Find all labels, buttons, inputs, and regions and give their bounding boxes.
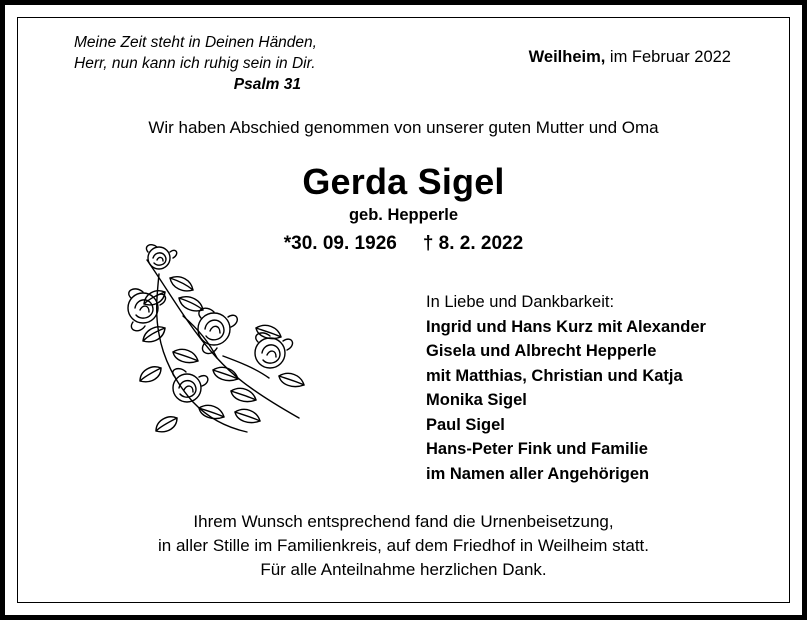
card-inner-border	[17, 17, 790, 603]
date-label: im Februar 2022	[605, 48, 731, 66]
verse-line-2: Herr, nun kann ich ruhig sein in Dir.	[74, 55, 316, 72]
place-and-date	[529, 48, 731, 67]
family-member: Gisela und Albrecht Hepperle	[426, 342, 657, 360]
family-member: mit Matthias, Christian und Katja	[426, 366, 683, 385]
top-row	[18, 32, 789, 102]
intro-line: Wir haben Abschied genommen von unserer guten Mutter und Oma	[148, 118, 659, 137]
family-member: Ingrid und Hans Kurz mit Alexander	[426, 317, 706, 336]
family-lead: In Liebe und Dankbarkeit:	[426, 293, 615, 311]
closing-line-2: in aller Stille im Familienkreis, auf dem Friedhof in Weilheim statt.	[158, 536, 649, 555]
deceased-name: Gerda Sigel	[302, 161, 505, 202]
closing-line-1: Ihrem Wunsch entsprechend fand die Urnenbeisetzung,	[193, 512, 614, 531]
death-date: † 8. 2. 2022	[422, 233, 524, 254]
closing-line-3: Für alle Anteilnahme herzlichen Dank.	[260, 560, 547, 579]
family-list	[426, 290, 706, 486]
family-member: Hans-Peter Fink und Familie	[426, 440, 648, 458]
family-member: Monika Sigel	[426, 391, 527, 409]
card-content	[18, 18, 789, 602]
family-member: im Namen aller Angehörigen	[426, 464, 650, 483]
closing-paragraph	[18, 510, 789, 582]
place-label: Weilheim,	[528, 48, 606, 66]
birth-date: *30. 09. 1926	[283, 233, 397, 254]
verse-source: Psalm 31	[233, 76, 301, 93]
maiden-name: geb. Hepperle	[348, 206, 459, 224]
verse-line-1: Meine Zeit steht in Deinen Händen,	[74, 34, 317, 51]
family-member: Paul Sigel	[426, 415, 505, 434]
verse-block	[74, 32, 317, 95]
rose-branch-illustration	[113, 236, 328, 451]
